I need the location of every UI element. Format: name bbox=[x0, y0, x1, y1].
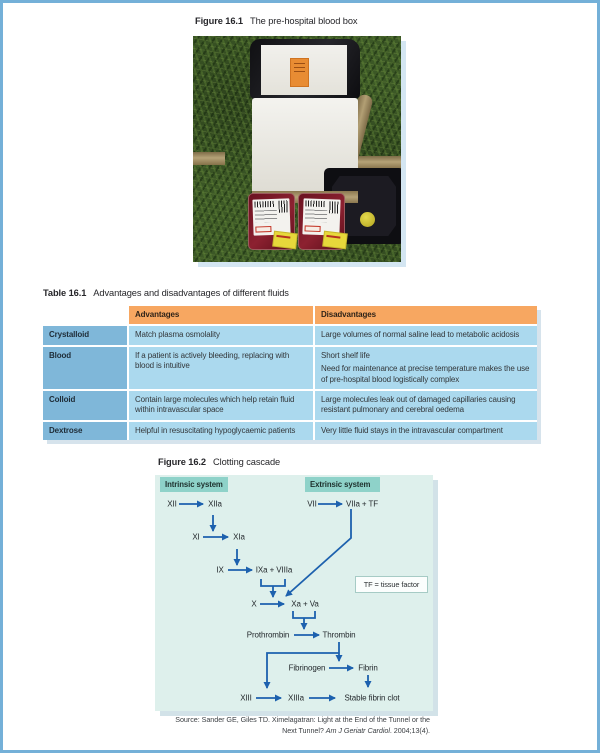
node-xiiia: XIIIa bbox=[288, 693, 304, 703]
blood-bag-left bbox=[248, 193, 295, 250]
table1-label: Table 16.1 bbox=[43, 288, 87, 298]
table-cell bbox=[129, 391, 313, 420]
column-header-disadvantages: Disadvantages bbox=[315, 306, 537, 324]
barcode bbox=[305, 200, 325, 207]
sample-cap bbox=[360, 212, 375, 227]
node-stable-fibrin-clot: Stable fibrin clot bbox=[344, 693, 400, 703]
label-text-lines bbox=[255, 210, 277, 223]
blood-box-photo bbox=[193, 36, 401, 262]
barcode bbox=[278, 200, 287, 212]
cell-text: If a patient is actively bleeding, replacing with blood is intuitive bbox=[135, 350, 290, 371]
node-ix: IX bbox=[216, 565, 224, 575]
node-xia: XIa bbox=[233, 532, 245, 542]
cell-text: Short shelf life bbox=[321, 350, 370, 360]
figure1-label: Figure 16.1 bbox=[195, 16, 243, 26]
table-cell bbox=[129, 347, 313, 389]
table-corner-cell bbox=[43, 306, 127, 324]
row-header-crystalloid: Crystalloid bbox=[43, 326, 127, 344]
yellow-sticker bbox=[323, 232, 347, 249]
intrinsic-system-header: Intrinsic system bbox=[160, 477, 228, 492]
figure2-caption-text: Clotting cascade bbox=[213, 457, 281, 467]
source-line2-suffix: . 2004;13(4). bbox=[389, 725, 430, 735]
row-header-dextrose: Dextrose bbox=[43, 422, 127, 440]
fluids-table bbox=[43, 306, 537, 440]
node-prothrombin: Prothrombin bbox=[246, 630, 290, 640]
red-sticker bbox=[304, 225, 320, 232]
table1-caption-text: Advantages and disadvantages of different fluids bbox=[93, 288, 289, 298]
node-xi: XI bbox=[192, 532, 200, 542]
node-fibrin: Fibrin bbox=[358, 663, 378, 673]
source-line1: Source: Sander GE, Giles TD. Ximelagatran: Light at the End of the Tunnel or the bbox=[175, 715, 430, 724]
table-cell bbox=[315, 391, 537, 420]
node-viia-tf: VIIa + TF bbox=[345, 499, 379, 509]
source-line2-prefix: Next Tunnel? bbox=[282, 725, 326, 735]
tf-note-box: TF = tissue factor bbox=[355, 576, 428, 593]
node-xiia: XIIa bbox=[208, 499, 222, 509]
cell-text: Helpful in resuscitating hypoglycaemic patients bbox=[135, 425, 296, 435]
table-cell bbox=[315, 347, 537, 389]
blood-bag-label bbox=[252, 198, 290, 235]
clotting-cascade-diagram bbox=[155, 475, 433, 711]
yellow-sticker bbox=[273, 232, 297, 249]
table-cell bbox=[129, 422, 313, 440]
cell-text: Need for maintenance at precise temperature makes the use of pre-hospital blood logistically complex bbox=[321, 364, 530, 384]
source-citation bbox=[150, 715, 430, 736]
cell-text: Very little fluid stays in the intravascular compartment bbox=[321, 425, 503, 435]
figure2-label: Figure 16.2 bbox=[158, 457, 206, 467]
cell-text: Contain large molecules which help retain fluid within intravascular space bbox=[135, 394, 295, 415]
table-cell bbox=[315, 326, 537, 344]
table-cell bbox=[315, 422, 537, 440]
node-x: X bbox=[251, 599, 257, 609]
figure2-caption bbox=[158, 457, 280, 467]
node-xa-va: Xa + Va bbox=[291, 599, 319, 609]
row-header-blood: Blood bbox=[43, 347, 127, 389]
source-journal: Am J Geriatr Cardiol bbox=[325, 725, 390, 735]
red-sticker bbox=[255, 226, 271, 233]
barcode bbox=[329, 201, 338, 213]
node-xiii: XIII bbox=[240, 693, 252, 703]
node-thrombin: Thrombin bbox=[322, 630, 356, 640]
figure1-caption bbox=[195, 16, 357, 26]
cascade-arrows bbox=[155, 475, 433, 711]
cell-text: Large molecules leak out of damaged capillaries causing resistant pulmonary and cerebral oedema bbox=[321, 394, 516, 415]
node-ixa-viiia: IXa + VIIIa bbox=[255, 565, 293, 575]
node-vii: VII bbox=[307, 499, 317, 509]
cell-text: Match plasma osmolality bbox=[135, 330, 220, 340]
strap-left bbox=[193, 152, 225, 165]
blood-bag-label bbox=[302, 198, 340, 235]
column-header-advantages: Advantages bbox=[129, 306, 313, 324]
node-fibrinogen: Fibrinogen bbox=[288, 663, 326, 673]
node-xii: XII bbox=[167, 499, 177, 509]
row-header-colloid: Colloid bbox=[43, 391, 127, 420]
label-text-lines bbox=[305, 209, 327, 222]
warning-label bbox=[290, 58, 309, 87]
barcode bbox=[254, 201, 274, 208]
extrinsic-system-header: Extrinsic system bbox=[305, 477, 380, 492]
table-cell bbox=[129, 326, 313, 344]
box-body bbox=[252, 98, 358, 198]
table1-caption bbox=[43, 288, 289, 298]
blood-bag-right bbox=[298, 193, 345, 250]
cell-text: Large volumes of normal saline lead to metabolic acidosis bbox=[321, 330, 520, 340]
figure1-caption-text: The pre-hospital blood box bbox=[250, 16, 358, 26]
